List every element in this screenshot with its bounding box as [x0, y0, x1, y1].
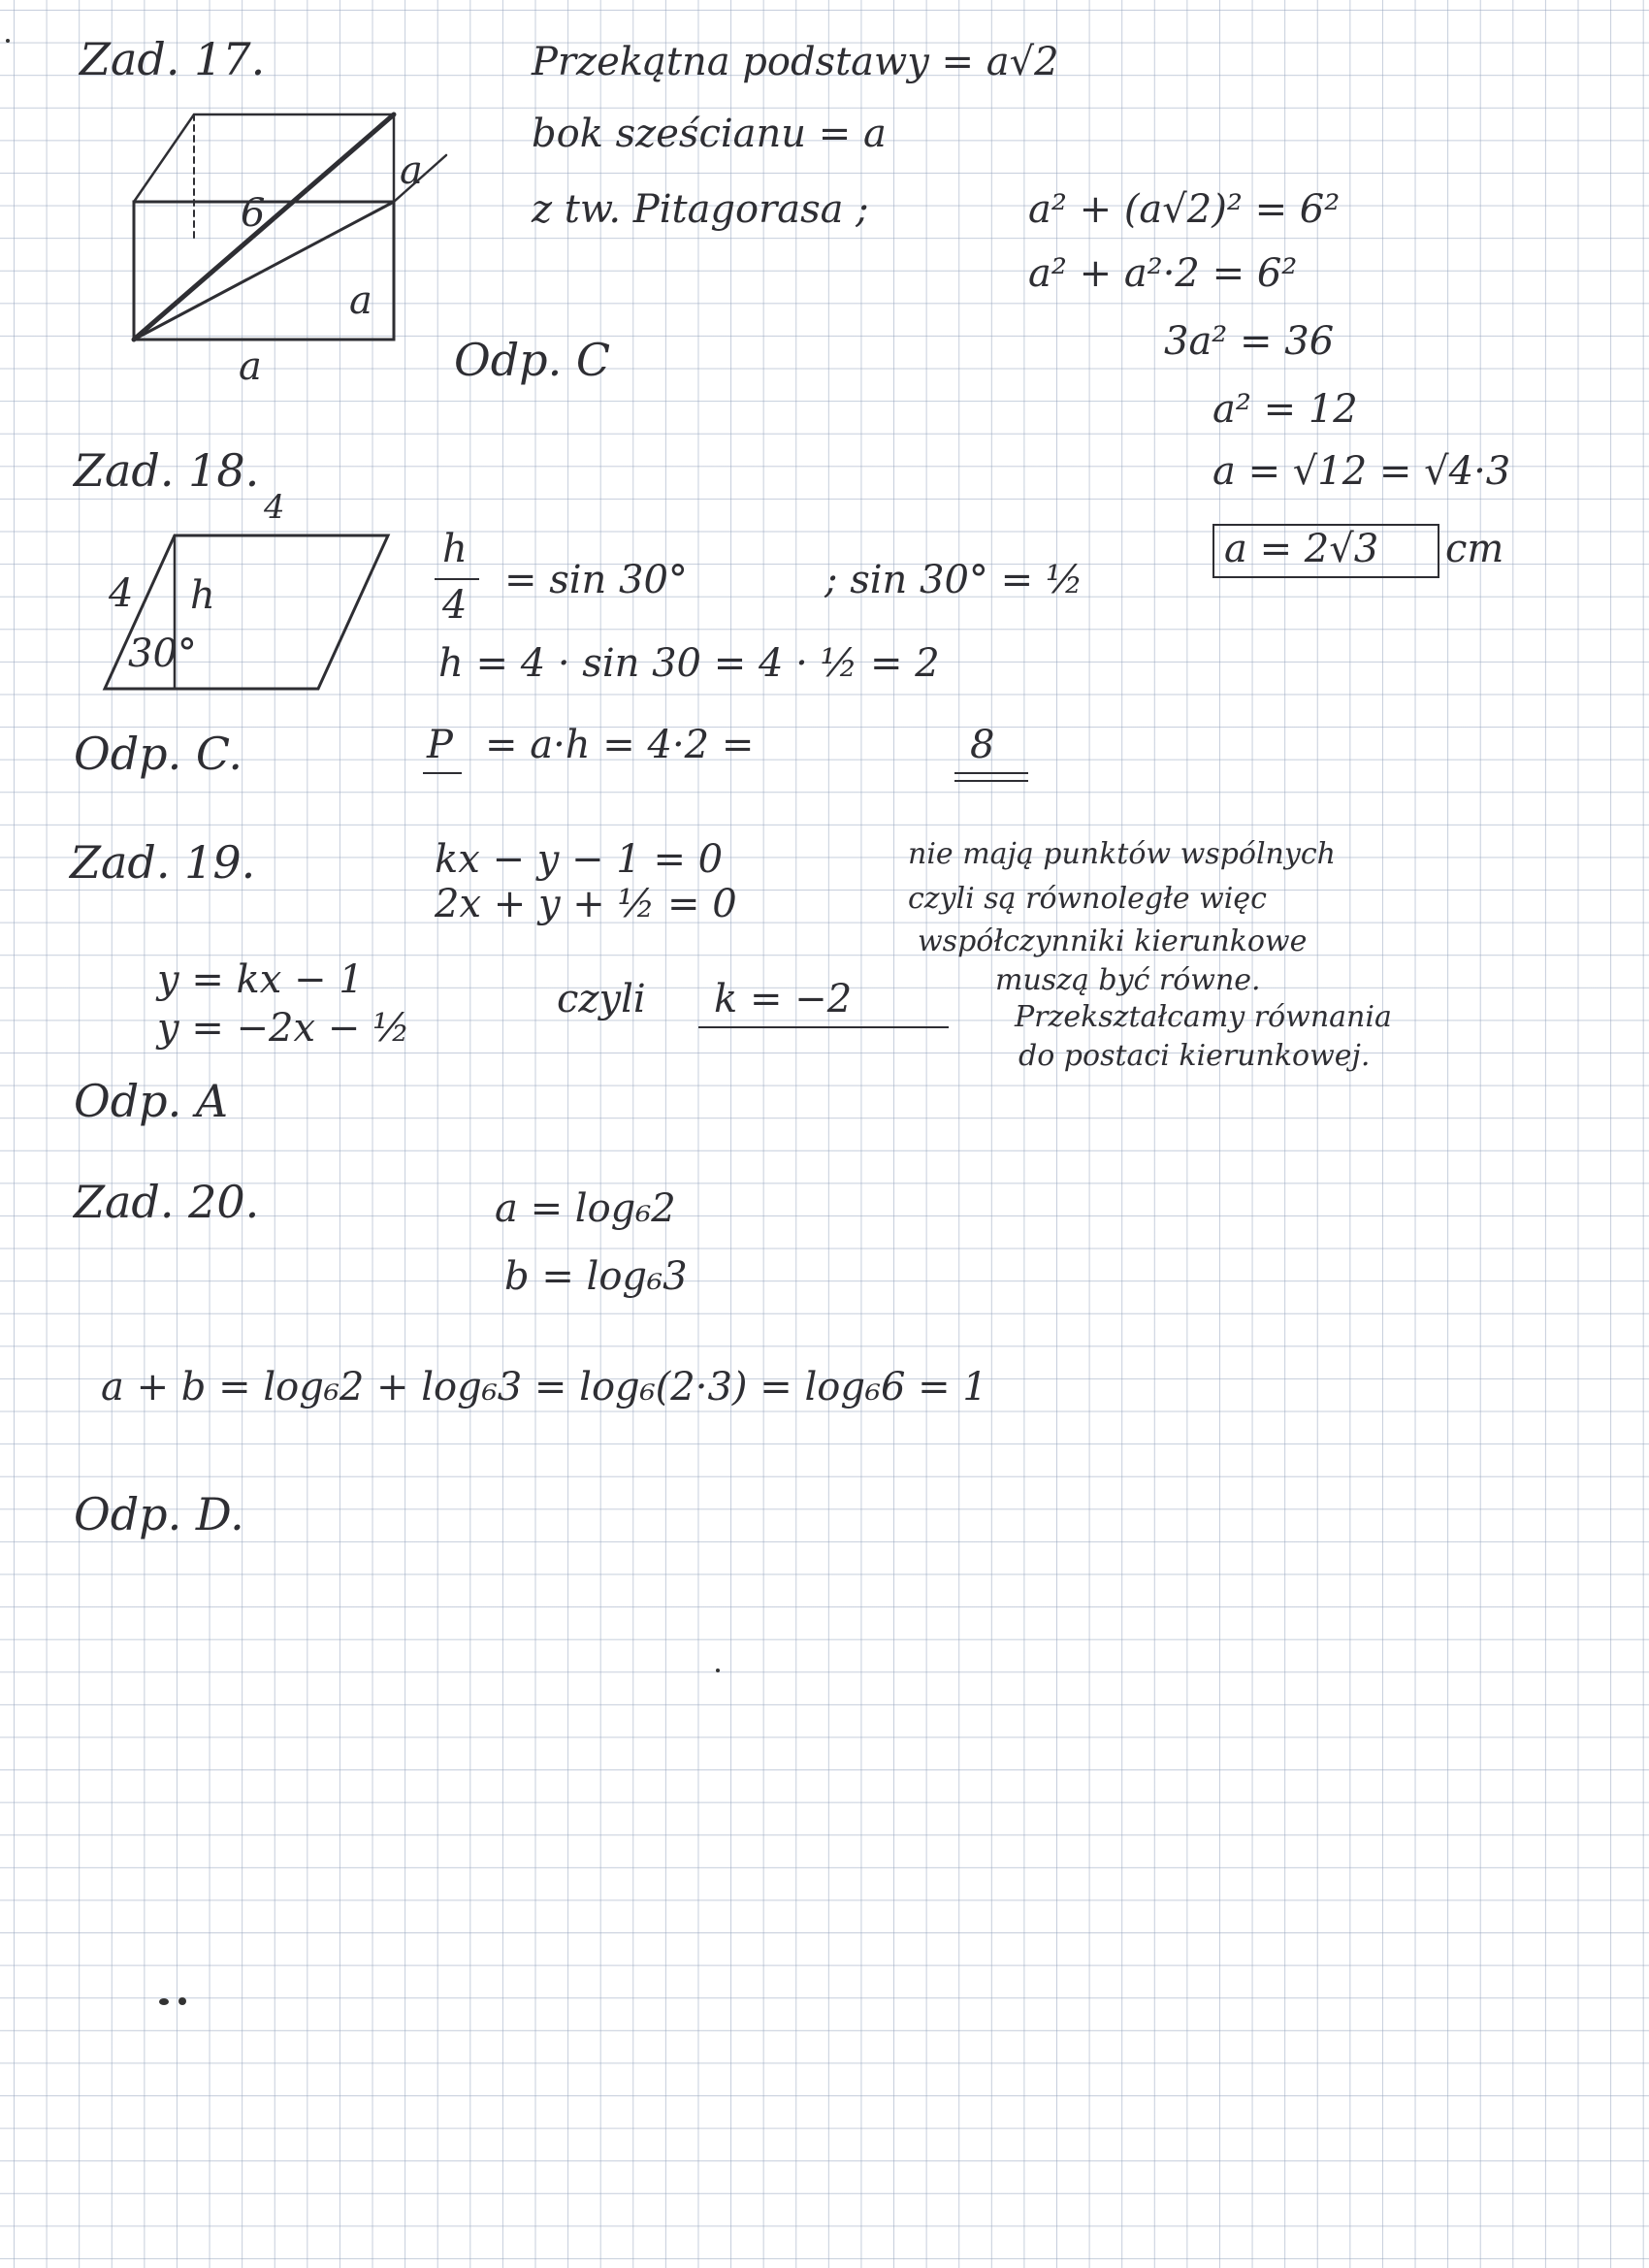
- task-18-eq1-note: ; sin 30° = ½: [824, 558, 1083, 602]
- task-19-note5: Przekształcamy równania: [1015, 1000, 1392, 1034]
- task-19-sys1: kx − y − 1 = 0: [435, 837, 724, 882]
- parallelogram-left-label: 4: [109, 571, 134, 616]
- task-19-note2: czyli są równoległe więc: [908, 882, 1267, 916]
- task-19-sys2: 2x + y + ½ = 0: [435, 882, 737, 926]
- task-18-p-underline: [423, 772, 462, 774]
- task-18-eq1: = sin 30°: [504, 558, 688, 602]
- ink-speck: [716, 1669, 720, 1672]
- task-20-def-a: a = log₆2: [495, 1186, 676, 1231]
- task-17-eq5: a = √12 = √4·3: [1212, 449, 1511, 494]
- task-19-answer: Odp. A: [74, 1075, 229, 1127]
- cube-figure: [126, 97, 446, 349]
- task-19-conclusion-underline: [698, 1026, 949, 1028]
- cube-depth-label: a: [349, 278, 372, 323]
- task-17-title: Zad. 17.: [80, 33, 266, 85]
- parallelogram-height-label: h: [190, 573, 215, 618]
- task-18-result-underline-2: [954, 780, 1028, 782]
- ink-speck: [178, 1997, 186, 2005]
- task-19-conclusion: k = −2: [714, 977, 853, 1021]
- task-19-form1: y = kx − 1: [157, 957, 364, 1002]
- cube-side-label: a: [400, 148, 423, 193]
- task-18-eq3-result: 8: [970, 723, 995, 767]
- task-18-result-underline-1: [954, 772, 1028, 774]
- ink-speck: [6, 39, 10, 43]
- parallelogram-angle-label: 30°: [128, 632, 197, 676]
- task-19-title: Zad. 19.: [70, 836, 256, 889]
- task-17-eq3: 3a² = 36: [1164, 319, 1335, 364]
- task-19-note1: nie mają punktów wspólnych: [908, 837, 1336, 871]
- task-20-def-b: b = log₆3: [504, 1254, 688, 1299]
- task-18-frac-den: 4: [442, 583, 468, 628]
- task-20-title: Zad. 20.: [74, 1176, 260, 1228]
- task-18-frac-num: h: [442, 527, 468, 571]
- task-18-eq3: = a·h = 4·2 =: [485, 723, 755, 767]
- task-17-eq4: a² = 12: [1212, 387, 1358, 432]
- task-19-conclusion-prefix: czyli: [557, 977, 646, 1021]
- cube-bottom-label: a: [239, 344, 262, 389]
- task-20-sum: a + b = log₆2 + log₆3 = log₆(2·3) = log₆6 = 1: [101, 1365, 987, 1409]
- task-17-answer: Odp. C: [454, 334, 611, 386]
- task-17-eq2: a² + a²·2 = 6²: [1028, 251, 1298, 296]
- task-17-unit: cm: [1445, 527, 1504, 571]
- task-18-eq3-p: P: [427, 723, 453, 767]
- task-18-frac-bar: [435, 578, 479, 580]
- task-18-eq2: h = 4 · sin 30 = 4 · ½ = 2: [438, 641, 940, 686]
- task-17-line1: Przekątna podstawy = a√2: [532, 40, 1059, 84]
- task-17-result: a = 2√3: [1224, 527, 1379, 571]
- task-18-answer: Odp. C.: [74, 728, 243, 780]
- task-17-line2: bok sześcianu = a: [532, 112, 887, 156]
- task-19-note4: muszą być równe.: [995, 963, 1261, 997]
- task-19-note3: współczynniki kierunkowe: [918, 924, 1308, 958]
- task-20-answer: Odp. D.: [74, 1488, 244, 1540]
- task-19-form2: y = −2x − ½: [157, 1006, 410, 1051]
- cube-diagonal-label: 6: [241, 191, 266, 236]
- parallelogram-top-label: 4: [264, 488, 285, 527]
- task-18-title: Zad. 18.: [74, 444, 260, 497]
- ink-speck: [159, 1998, 169, 2005]
- task-17-line3: z tw. Pitagorasa ;: [532, 187, 869, 232]
- task-17-eq1: a² + (a√2)² = 6²: [1028, 187, 1341, 232]
- task-19-note6: do postaci kierunkowej.: [1018, 1039, 1371, 1073]
